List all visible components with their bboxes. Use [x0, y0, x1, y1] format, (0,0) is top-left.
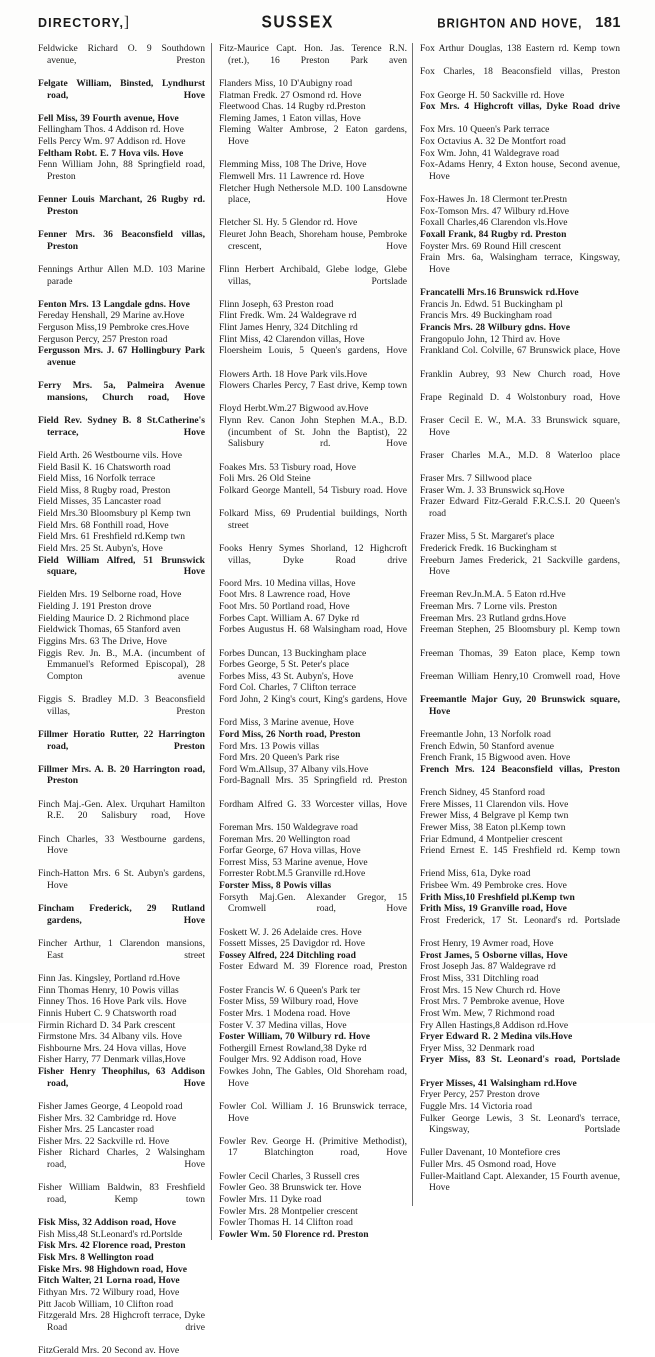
directory-entry: Frangopulo John, 12 Third av. Hove — [420, 333, 560, 345]
directory-column-2 — [211, 43, 412, 1240]
directory-entry: Foyster Mrs. 69 Round Hill crescent — [420, 240, 561, 252]
directory-entry: Fraser Mrs. 7 Sillwood place — [420, 473, 532, 485]
directory-entry: Frost James, 5 Osborne villas, Hove — [420, 949, 568, 961]
directory-entry: Ford Miss, 3 Marine avenue, Hove — [219, 717, 354, 729]
directory-entry: Fowler Col. William J. 16 Brunswick terrace, Hove — [219, 1100, 407, 1124]
directory-entry: Fox Mrs. 10 Queen's Park terrace — [420, 124, 550, 136]
directory-entry: Freemantle Major Guy, 20 Brunswick square, Hove — [420, 694, 620, 717]
directory-entry: Finney Thos. 16 Hove Park vils. Hove — [38, 996, 187, 1008]
running-head — [8, 14, 647, 34]
directory-entry: Finn Jas. Kingsley, Portland rd.Hove — [38, 973, 180, 984]
directory-entry: Friend Ernest E. 145 Freshfield rd. Kemp town — [420, 845, 620, 857]
directory-entry: Fowler Mrs. 28 Montpelier crescent — [219, 1205, 358, 1217]
running-head-left-label: DIRECTORY, — [38, 15, 125, 31]
directory-entry: Frost Miss, 331 Ditchling road — [420, 973, 539, 984]
directory-entry: Fish Miss,48 St.Leonard's rd.Portslde — [38, 1228, 183, 1240]
directory-entry: Fieldwick Thomas, 65 Stanford aven — [38, 624, 181, 636]
directory-entry: Flatman Fredk. 27 Osmond rd. Hove — [219, 89, 362, 101]
directory-entry: Flint Miss, 42 Clarendon villas, Hove — [219, 333, 365, 345]
directory-entry: Fowkes John, The Gables, Old Shoreham road, Hove — [219, 1066, 407, 1089]
directory-entry: Flowers Arth. 18 Hove Park vils.Hove — [219, 368, 368, 380]
directory-entry: Foster Francis W. 6 Queen's Park ter — [219, 984, 361, 996]
directory-entry: Forbes George, 5 St. Peter's place — [219, 659, 350, 671]
directory-entry: Flanders Miss, 10 D'Aubigny road — [219, 77, 353, 89]
directory-entry: Ford Mrs. 20 Queen's Park rise — [219, 752, 340, 764]
directory-entry: Foster V. 37 Medina villas, Hove — [219, 1019, 347, 1031]
directory-entry: Ford John, 2 King's court, King's gardens, Hove — [219, 694, 407, 705]
directory-entry: Fraser Cecil E. W., M.A. 33 Brunswick square, Hove — [420, 415, 620, 438]
directory-entry: Freeman William Henry,10 Cromwell road, Hove — [420, 670, 620, 682]
directory-entry: Fielding J. 191 Preston drove — [38, 601, 152, 612]
directory-entry: Fowler Thomas H. 14 Clifton road — [219, 1217, 353, 1229]
directory-entry: Fox-Adams Henry, 4 Exton house, Second avenue, Hove — [420, 159, 620, 182]
directory-entry: Fleming Walter Ambrose, 2 Eaton gardens, Hove — [219, 124, 407, 147]
directory-entry: Folkard George Mantell, 54 Tisbury road. Hove — [219, 484, 407, 496]
directory-entry: Flynn Rev. Canon John Stephen M.A., B.D. (incumbent of St. John the Baptist), 22 Salisbury rd. Hove — [219, 415, 407, 450]
directory-entry: Fielding Maurice D. 2 Richmond place — [38, 612, 190, 624]
directory-entry: Fox Mrs. 4 Highcroft villas, Dyke Road drive — [420, 101, 620, 113]
directory-entry: Fowler Cecil Charles, 3 Russell cres — [219, 1170, 360, 1182]
directory-entry: Fryer Miss, 83 St. Leonard's road, Portslade — [420, 1054, 620, 1066]
directory-entry: Fereday Henshall, 29 Marine av.Hove — [38, 310, 185, 322]
directory-entry: Frost Joseph Jas. 87 Waldegrave rd — [420, 961, 556, 973]
directory-entry: Freemantle John, 13 Norfolk road — [420, 728, 551, 740]
directory-entry: Flemwell Mrs. 11 Lawrence rd. Hove — [219, 170, 365, 182]
directory-entry: Field Misses, 35 Lancaster road — [38, 496, 161, 508]
directory-entry: Fraser Charles M.A., M.D. 8 Waterloo place — [420, 449, 620, 461]
directory-entry: Freeman Stephen, 25 Bloomsbury pl. Kemp town — [420, 624, 620, 636]
directory-entry: FitzGerald Mrs. 20 Second av. Hove — [38, 1345, 180, 1356]
directory-entry: Frith Miss,10 Freshfield pl.Kemp twn — [420, 891, 575, 903]
directory-entry: Fithyan Mrs. 72 Wilbury road, Hove — [38, 1286, 180, 1298]
directory-entry: Ford Wm.Allsup, 37 Albany vils.Hove — [219, 763, 369, 775]
directory-entry: Fordham Alfred G. 33 Worcester villas, Hove — [219, 798, 407, 810]
directory-entry: Frankland Col. Colville, 67 Brunswick place, Hove — [420, 345, 620, 357]
directory-entry: Field Mrs.30 Bloomsbury pl Kemp twn — [38, 508, 191, 519]
directory-entry: Fox George H. 50 Sackville rd. Hove — [420, 89, 565, 101]
directory-entry: Ford Mrs. 13 Powis villas — [219, 740, 320, 752]
directory-entry: Foot Mrs. 8 Lawrence road, Hove — [219, 589, 351, 601]
directory-entry: Fillmer Horatio Rutter, 22 Harrington road, Preston — [38, 728, 205, 752]
directory-entry: Fryer Edward R. 2 Medina vils.Hove — [420, 1031, 573, 1043]
directory-entry: Fletcher Sl. Hy. 5 Glendor rd. Hove — [219, 217, 358, 229]
directory-entry: Frost Frederick, 17 St. Leonard's rd. Portslade — [420, 914, 620, 926]
directory-entry: Flint Fredk. Wm. 24 Waldegrave rd — [219, 310, 357, 322]
directory-entry: Fletcher Hugh Nethersole M.D. 100 Lansdowne place, Hove — [219, 182, 407, 206]
directory-entry: Fleuret John Beach, Shoreham house, Pembroke crescent, Hove — [219, 229, 407, 252]
directory-entry: Ford Col. Charles, 7 Clifton terrace — [219, 682, 356, 694]
directory-entry: Pitt Jacob William, 10 Clifton road — [38, 1298, 174, 1310]
directory-entry: Fox-Tomson Mrs. 47 Wilbury rd.Hove — [420, 205, 570, 217]
directory-entry: Fergusson Mrs. J. 67 Hollingbury Park avenue — [38, 345, 205, 368]
directory-entry: Flinn Joseph, 63 Preston road — [219, 298, 334, 310]
directory-entry: Fitch Walter, 21 Lorna road, Hove — [38, 1275, 180, 1287]
directory-entry: Figgis Rev. Jn. B., M.A. (incumbent of Emmanuel's Reformed Episcopal), 28 Compton avenue — [38, 647, 205, 682]
directory-entry: Frost Mrs. 15 New Church rd. Hove — [420, 984, 561, 996]
directory-entry: Fowler Geo. 38 Brunswick ter. Hove — [219, 1182, 362, 1194]
directory-entry: Foakes Mrs. 53 Tisbury road, Hove — [219, 461, 357, 473]
directory-entry: Fooks Henry Symes Shorland, 12 Highcroft villas, Dyke Road drive — [219, 542, 407, 566]
directory-entry: Firmstone Mrs. 34 Albany vils. Hove — [38, 1031, 182, 1043]
directory-entry: Forbes Duncan, 13 Buckingham place — [219, 647, 367, 659]
directory-entry: Field Miss, 16 Norfolk terrace — [38, 473, 156, 485]
directory-entry: Flemming Miss, 108 The Drive, Hove — [219, 159, 367, 171]
directory-entry: Forfar George, 67 Hova villas, Hove — [219, 845, 361, 857]
directory-entry: Frith Miss, 19 Granville road, Hove — [420, 903, 567, 915]
directory-entry: Francis Mrs. 49 Buckingham road — [420, 310, 552, 322]
directory-entry: Fincham Frederick, 29 Rutland gardens, Hove — [38, 903, 205, 926]
directory-entry: Fennings Arthur Allen M.D. 103 Marine parade — [38, 263, 205, 287]
directory-entry: Freeman Mrs. 7 Lorne vils. Preston — [420, 601, 557, 612]
directory-entry: Fisher Henry Theophilus, 63 Addison road, Hove — [38, 1066, 205, 1089]
directory-entry: Firmin Richard D. 34 Park crescent — [38, 1019, 176, 1031]
directory-entry: Flowers Charles Percy, 7 East drive, Kemp town — [219, 380, 407, 392]
running-head-right-group — [437, 15, 621, 31]
directory-entry: Fox Octavius A. 32 De Montfort road — [420, 136, 566, 147]
directory-entry: French Edwin, 50 Stanford avenue — [420, 740, 555, 752]
directory-entry: Finnis Hubert C. 9 Chatsworth road — [38, 1007, 177, 1019]
directory-entry: Fellingham Thos. 4 Addison rd. Hove — [38, 124, 184, 136]
directory-entry: Feltham Robt. E. 7 Hova vils. Hove — [38, 147, 184, 159]
directory-entry: Frazer Miss, 5 St. Margaret's place — [420, 531, 555, 543]
directory-entry: Forbes Miss, 43 St. Aubyn's, Hove — [219, 670, 354, 682]
directory-entry: Feldwicke Richard O. 9 Southdown avenue, Preston — [38, 43, 205, 66]
directory-entry: Fowler Mrs. 11 Dyke road — [219, 1193, 322, 1205]
directory-entry: Frost Henry, 19 Avmer road, Hove — [420, 938, 554, 950]
directory-entry: Frere Misses, 11 Clarendon vils. Hove — [420, 798, 569, 810]
directory-entry: Fisher Richard Charles, 2 Walsingham road, Hove — [38, 1147, 205, 1170]
directory-entry: Foxall Frank, 84 Rugby rd. Preston — [420, 229, 567, 240]
directory-entry: Field Rev. Sydney B. 8 St.Catherine's terrace, Hove — [38, 415, 205, 438]
directory-entry: Forrest Miss, 53 Marine avenue, Hove — [219, 856, 368, 868]
directory-entry: Ferguson Miss,19 Pembroke cres.Hove — [38, 322, 190, 333]
directory-entry: Frisbee Wm. 49 Pembroke cres. Hove — [420, 880, 567, 891]
directory-entry: Ford Miss, 26 North road, Preston — [219, 728, 361, 740]
directory-entry: French Frank, 15 Bigwood aven. Hove — [420, 752, 571, 764]
directory-entry: Foli Mrs. 26 Old Steine — [219, 473, 311, 485]
directory-entry: Fryer Miss, 32 Denmark road — [420, 1042, 535, 1054]
directory-entry: Floyd Herbt.Wm.27 Bigwood av.Hove — [219, 403, 369, 415]
directory-entry: Francis Mrs. 28 Wilbury gdns. Hove — [420, 322, 570, 333]
directory-entry: Fisher William Baldwin, 83 Freshfield road, Kemp town — [38, 1182, 205, 1205]
running-head-center: SUSSEX — [261, 12, 334, 32]
directory-entry: Fuller Davenant, 10 Montefiore cres — [420, 1147, 561, 1159]
directory-entry: Fox Wm. John, 41 Waldegrave road — [420, 147, 560, 159]
directory-entry: French Sidney, 45 Stanford road — [420, 787, 545, 798]
directory-entry: Fothergill Ernest Rowland,38 Dyke rd — [219, 1042, 367, 1054]
directory-entry: Fryer Percy, 257 Preston drove — [420, 1089, 540, 1101]
directory-entry: Fox Arthur Douglas, 138 Eastern rd. Kemp town — [420, 43, 620, 54]
directory-entry: Fitzgerald Mrs. 28 Highcroft terrace, Dyke Road drive — [38, 1310, 205, 1333]
directory-entry: Finch-Hatton Mrs. 6 St. Aubyn's gardens, Hove — [38, 868, 205, 891]
directory-entry: Flinn Herbert Archibald, Glebe lodge, Glebe villas, Portslade — [219, 263, 407, 287]
directory-entry: Ferry Mrs. 5a, Palmeira Avenue mansions, Church road, Hove — [38, 380, 205, 403]
directory-entry: Foulger Mrs. 92 Addison road, Hove — [219, 1054, 362, 1066]
directory-entry: Fisher Harry, 77 Denmark villas,Hove — [38, 1054, 186, 1066]
directory-entry: Fenn William John, 88 Springfield road, Preston — [38, 159, 205, 182]
directory-entry: Fitz-Maurice Capt. Hon. Jas. Terence R.N. (ret.), 16 Preston Park aven — [219, 43, 407, 66]
running-head-left — [38, 15, 130, 33]
directory-entry: Frewer Miss, 38 Eaton pl.Kemp town — [420, 821, 566, 833]
directory-entry: Field William Alfred, 51 Brunswick square, Hove — [38, 554, 205, 578]
directory-entry: Fryer Misses, 41 Walsingham rd.Hove — [420, 1077, 577, 1089]
directory-entry: Finch Maj.-Gen. Alex. Urquhart Hamilton R.E. 20 Salisbury road, Hove — [38, 798, 205, 822]
directory-entry: Frewer Miss, 4 Belgrave pl Kemp twn — [420, 810, 569, 822]
directory-entry: Field Arth. 26 Westbourne vils. Hove — [38, 449, 183, 461]
directory-entry: Foster Edward M. 39 Florence road, Preston — [219, 961, 407, 973]
directory-entry: Field Mrs. 25 St. Aubyn's, Hove — [38, 542, 163, 554]
directory-entry: Frape Reginald D. 4 Wolstonbury road, Hove — [420, 391, 620, 403]
directory-entry: Fuller Mrs. 45 Osmond road, Hove — [420, 1159, 556, 1170]
directory-entry: Freeman Thomas, 39 Eaton place, Kemp town — [420, 647, 620, 659]
directory-entry: Foskett W. J. 26 Adelaide cres. Hove — [219, 926, 362, 938]
directory-entry: Fielden Mrs. 19 Selborne road, Hove — [38, 589, 182, 601]
directory-entry: Francis Jn. Edwd. 51 Buckingham pl — [420, 298, 563, 310]
directory-entry: Ford-Bagnall Mrs. 35 Springfield rd. Preston — [219, 775, 407, 787]
directory-entry: Flint James Henry, 324 Ditchling rd — [219, 322, 358, 333]
directory-entry: Field Mrs. 61 Freshfield rd.Kemp twn — [38, 531, 186, 543]
directory-entry: Fowler Rev. George H. (Primitive Methodist), 17 Blatchington road, Hove — [219, 1135, 407, 1159]
directory-entry: Fincher Arthur, 1 Clarendon mansions, East street — [38, 938, 205, 961]
directory-entry: Fossett Misses, 25 Davigdor rd. Hove — [219, 938, 366, 950]
directory-entry: Fisher Mrs. 25 Lancaster road — [38, 1124, 154, 1136]
directory-entry: Freeman Mrs. 23 Rutland grdns.Hove — [420, 612, 566, 624]
directory-entry: Ferguson Percy, 257 Preston road — [38, 333, 168, 345]
directory-entry: Fleming James, 1 Eaton villas, Hove — [219, 112, 361, 124]
directory-entry: Fenton Mrs. 13 Langdale gdns. Hove — [38, 298, 190, 310]
directory-entry: Forrester Robt.M.5 Granville rd.Hove — [219, 868, 366, 880]
directory-entry: Fell Miss, 39 Fourth avenue, Hove — [38, 112, 179, 124]
directory-entry: Franklin Aubrey, 93 New Church road, Hove — [420, 368, 620, 380]
directory-entry: Fox-Hawes Jn. 18 Clermont ter.Prestn — [420, 194, 568, 206]
directory-entry: Fenner Louis Marchant, 26 Rugby rd. Preston — [38, 194, 205, 217]
directory-entry: Fowler Wm. 50 Florence rd. Preston — [219, 1228, 369, 1240]
directory-entry: Fuller-Maitland Capt. Alexander, 15 Fourth avenue, Hove — [420, 1170, 620, 1194]
directory-entry: Foster William, 70 Wilbury rd. Hove — [219, 1031, 370, 1043]
running-head-bracket: ] — [124, 14, 131, 32]
directory-entry: Foot Mrs. 50 Portland road, Hove — [219, 601, 350, 612]
directory-entry: Freeburn James Frederick, 21 Sackville gardens, Hove — [420, 554, 620, 578]
directory-entry: Fleetwood Chas. 14 Rugby rd.Preston — [219, 101, 366, 113]
directory-entry: Fishbourne Mrs. 24 Hova villas, Hove — [38, 1042, 187, 1054]
directory-entry: Fisk Mrs. 42 Florence road, Preston — [38, 1240, 186, 1252]
directory-entry: Foxall Charles,46 Clarendon vls.Hove — [420, 217, 568, 229]
directory-entry: Field Basil K. 16 Chatsworth road — [38, 461, 171, 473]
directory-entry: Foreman Mrs. 20 Wellington road — [219, 833, 350, 845]
directory-entry: Folkard Miss, 69 Prudential buildings, North street — [219, 508, 407, 531]
directory-entry: Fulker George Lewis, 3 St. Leonard's terrace, Kingsway, Portslade — [420, 1112, 620, 1136]
directory-entry: Fox Charles, 18 Beaconsfield villas, Preston — [420, 66, 620, 78]
directory-entry: Fisk Mrs. 8 Wellington road — [38, 1252, 154, 1263]
directory-entry: Frederick Fredk. 16 Buckingham st — [420, 542, 557, 554]
directory-entry: Finch Charles, 33 Westbourne gardens, Hove — [38, 833, 205, 857]
directory-entry: Foster Miss, 59 Wilbury road, Hove — [219, 996, 359, 1008]
directory-entry: Felgate William, Binsted, Lyndhurst road, Hove — [38, 77, 205, 101]
directory-entry: Fraser Wm. J. 33 Brunswick sq.Hove — [420, 484, 565, 496]
directory-entry: Fisher Mrs. 32 Cambridge rd. Hove — [38, 1112, 177, 1124]
directory-entry: Forbes Augustus H. 68 Walsingham road, Hove — [219, 624, 407, 636]
directory-entry: Fillmer Mrs. A. B. 20 Harrington road, Preston — [38, 763, 205, 787]
directory-entry: Fuggle Mrs. 14 Victoria road — [420, 1100, 533, 1112]
directory-entry: Fossey Alfred, 224 Ditchling road — [219, 949, 356, 961]
directory-entry: Frost Mrs. 7 Pembroke avenue, Hove — [420, 996, 565, 1008]
directory-entry: Fells Percy Wm. 97 Addison rd. Hove — [38, 136, 186, 147]
directory-entry: Figgins Mrs. 63 The Drive, Hove — [38, 635, 167, 647]
directory-entry: Foreman Mrs. 150 Waldegrave road — [219, 821, 358, 833]
running-head-right: BRIGHTON AND HOVE, — [437, 16, 583, 31]
directory-entry: Floersheim Louis, 5 Queen's gardens, Hove — [219, 345, 407, 357]
directory-entry: Field Miss, 8 Rugby road, Preston — [38, 484, 171, 496]
directory-entry: Forbes Capt. William A. 67 Dyke rd — [219, 612, 360, 624]
directory-entry: Francatelli Mrs.16 Brunswick rd.Hove — [420, 287, 579, 299]
directory-entry: Fisher Mrs. 22 Sackville rd. Hove — [38, 1135, 170, 1147]
directory-entry: Friar Edmund, 4 Montpelier crescent — [420, 833, 563, 845]
directory-entry: Forster Miss, 8 Powis villas — [219, 880, 332, 891]
directory-entry: Figgis S. Bradley M.D. 3 Beaconsfield villas, Preston — [38, 694, 205, 717]
directory-entry: Frazer Edward Fitz-Gerald F.R.C.S.I. 20 Queen's road — [420, 496, 620, 519]
directory-entry: Foord Mrs. 10 Medina villas, Hove — [219, 577, 356, 589]
directory-entry: Fenner Mrs. 36 Beaconsfield villas, Preston — [38, 229, 205, 252]
page-number: 181 — [595, 15, 621, 31]
directory-entry: Fry Allen Hastings,8 Addison rd.Hove — [420, 1019, 569, 1031]
directory-entry: Freeman Rev.Jn.M.A. 5 Eaton rd.Hve — [420, 589, 566, 601]
directory-columns — [8, 43, 647, 1356]
directory-entry: Fisk Miss, 32 Addison road, Hove — [38, 1217, 176, 1229]
directory-entry: Frost Wm. Mew, 7 Richmond road — [420, 1007, 555, 1019]
directory-entry: Field Mrs. 68 Fonthill road, Hove — [38, 519, 169, 531]
directory-column-1 — [8, 43, 211, 1357]
directory-entry: Forsyth Maj.Gen. Alexander Gregor, 15 Cromwell road, Hove — [219, 891, 407, 915]
directory-entry: Foster Mrs. 1 Modena road. Hove — [219, 1007, 351, 1019]
directory-entry: French Mrs. 124 Beaconsfield villas, Preston — [420, 763, 620, 775]
directory-column-3 — [412, 43, 624, 1206]
directory-entry: Friend Miss, 61a, Dyke road — [420, 868, 531, 880]
directory-entry: Finn Thomas Henry, 10 Powis villas — [38, 984, 179, 996]
directory-entry: Fisher James George, 4 Leopold road — [38, 1100, 183, 1112]
directory-entry: Frain Mrs. 6a, Walsingham terrace, Kingsway, Hove — [420, 252, 620, 275]
directory-entry: Fiske Mrs. 98 Highdown road, Hove — [38, 1263, 188, 1275]
